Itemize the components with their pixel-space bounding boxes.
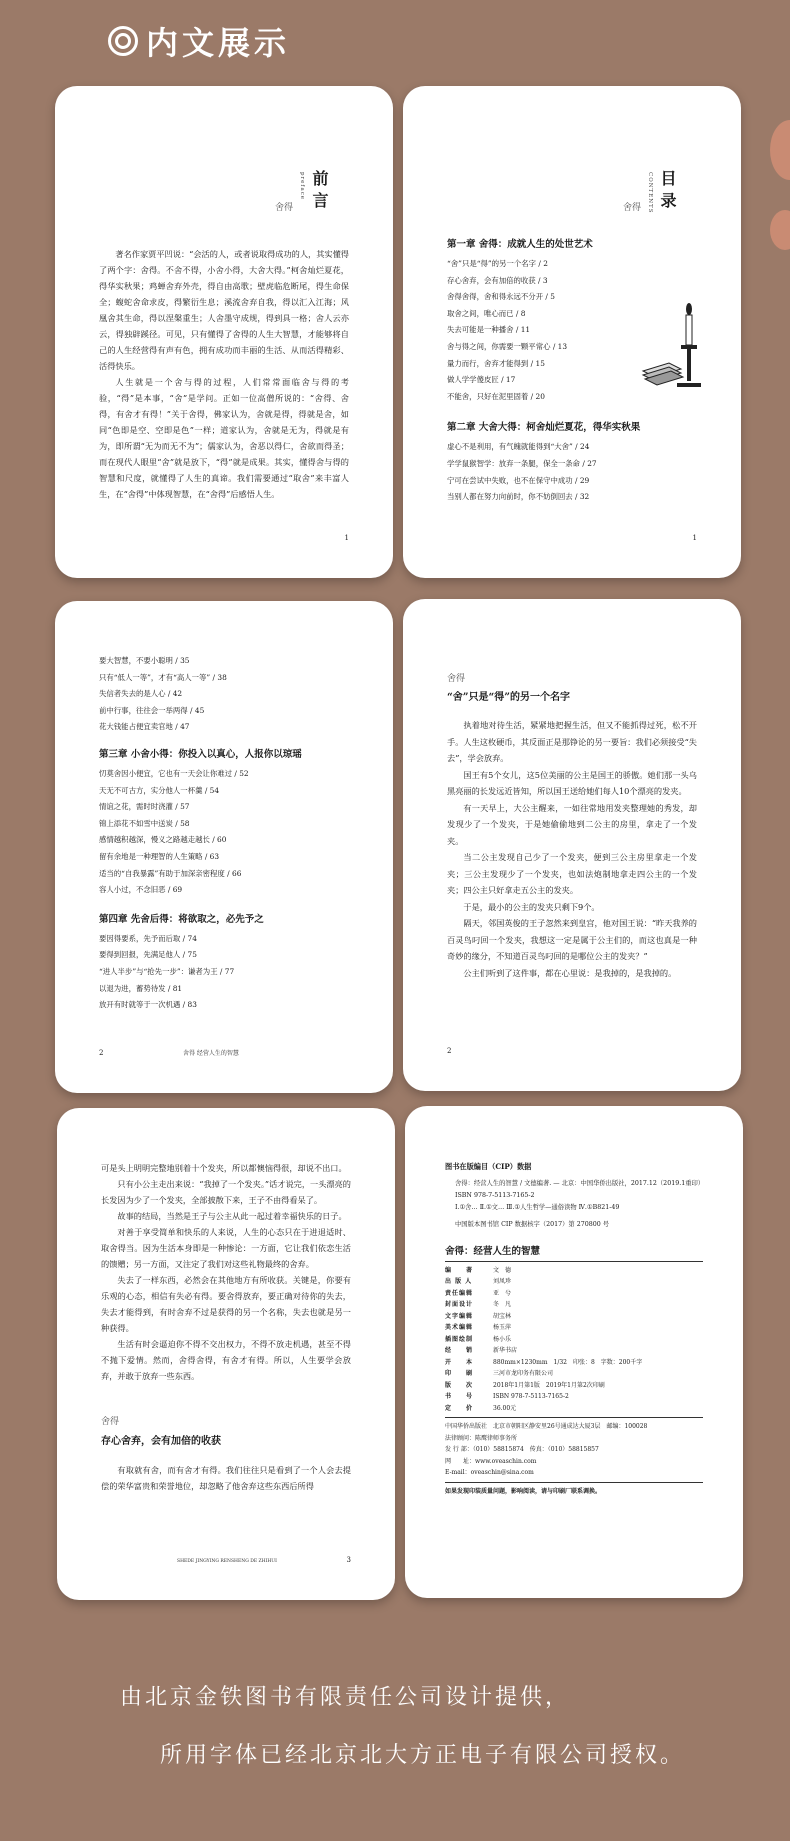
cip-line: 中国版本图书馆 CIP 数据核字（2017）第 270800 号 (455, 1220, 610, 1228)
toc-item[interactable]: 花大钱能占便宜卖官地 / 47 (99, 722, 190, 732)
brand-logo: 舍得 (447, 674, 466, 684)
cip-line: 舍得：经营人生的智慧 / 文德编著. — 北京：中国华侨出版社，2017.12（2019.1重印） (455, 1180, 705, 1187)
toc-item[interactable]: 要得到回报，先满足他人 / 75 (99, 950, 197, 960)
toc-item[interactable]: 舍与得之间，你需要一颗平常心 / 13 (447, 341, 568, 351)
page-number: 1 (344, 534, 349, 542)
divider (445, 1482, 703, 1483)
chapter-heading: 第二章 大舍大得：柯舍灿烂夏花，得华实秋果 (447, 422, 641, 434)
cip-line: ISBN 978-7-5113-7165-2 (455, 1192, 535, 1200)
paragraph: 国王有5个女儿，这5位美丽的公主是国王的骄傲。她们那一头乌黑亮丽的长发远近皆知，所以国王送给她们每人10个漂亮的发夹。 (447, 769, 697, 796)
article-page-1 (403, 599, 741, 1091)
page-number: 2 (99, 1049, 104, 1057)
article-page-2 (57, 1108, 395, 1600)
preface-body (99, 246, 349, 502)
toc-item[interactable]: 情谊之花，需时时浇灌 / 57 (99, 802, 190, 812)
double-circle-icon (108, 26, 138, 56)
page-number: 2 (447, 1047, 452, 1055)
section-title (108, 18, 290, 64)
toc-page-2 (55, 601, 393, 1093)
paragraph: 可是头上明明完整地别着十个发夹，所以都懊恼得很，却说不出口。 (101, 1163, 347, 1173)
toc-item[interactable]: 感情越积越深，慢义之路越走越长 / 60 (99, 835, 227, 845)
brand-logo: 舍得 (274, 203, 293, 213)
toc-item[interactable]: 虚心不是利用，有气魄就能得到“大舍” / 24 (447, 442, 590, 452)
running-footer: 舍得 经营人生的智慧 (183, 1050, 239, 1057)
credit-line-1: 由北京金铁图书有限责任公司设计提供， (120, 1685, 571, 1710)
toc-item[interactable]: 取舍之间，唯心而已 / 8 (447, 308, 526, 318)
toc-item[interactable]: 天无不可古方，实分他人一杯羹 / 54 (99, 785, 220, 795)
paragraph: 只有小公主走出来说：“我掉了一个发夹。”话才说完，一头漂亮的长发因为少了一个发夹，全部披散下来，王子不由得看呆了。 (101, 1179, 351, 1205)
decorative-blob (770, 210, 790, 250)
credit-line-2: 所用字体已经北京北大方正电子有限公司授权。 (160, 1743, 686, 1768)
publisher-info: 中国华侨出版社 北京市朝阳区静安里26号通成达大厦3层 邮编：100028 法律顾问：陈鹰律师事务所 发 行 部：（010）58815874 传真：（010）58815857 网 址：www.oveaschin.com E-mail：oveaschin@sina.com (445, 1423, 648, 1477)
toc-item[interactable]: 量力而行，舍弃才能得到 / 15 (447, 358, 545, 368)
paragraph: 于是，最小的公主的发夹只剩下9个。 (463, 901, 600, 912)
preface-page (55, 86, 393, 578)
chapter-heading: 第三章 小舍小得：你投入以真心，人报你以琼瑶 (99, 748, 302, 760)
article-title: “舍”只是“得”的另一个名字 (447, 692, 571, 703)
print-notice: 如果发现印装质量问题，影响阅读，请与印刷厂联系调换。 (445, 1487, 602, 1495)
toc-item[interactable]: 失信者失去的是人心 / 42 (99, 689, 183, 699)
toc-item[interactable]: 不能舍，只好在泥里固着 / 20 (447, 391, 545, 401)
toc-item[interactable]: 以退为进，蓄势待发 / 81 (99, 983, 183, 993)
article-body (447, 717, 697, 981)
toc-item[interactable]: 前中行事，往往会一举两得 / 45 (99, 705, 205, 715)
toc-item[interactable]: 只有“低人一等”，才有“高人一等” / 38 (99, 672, 227, 682)
book-title: 舍得：经营人生的智慧 (445, 1245, 541, 1257)
preface-subtitle: preface (299, 172, 305, 201)
paragraph: 有一天早上，大公主醒来，一如往常地用发夹整理她的秀发，却发现少了一个发夹，于是她偷偷地到二公主的房里，拿走了一个发夹。 (447, 802, 697, 846)
paragraph: 对善于享受简单和快乐的人来说，人生的心态只在于进退适时、取舍得当。因为生活本身即是一种惨论：一方面，它让我们依恋生活的馈赠；另一方面，又注定了我们对这些礼物最终的舍弃。 (101, 1227, 351, 1269)
toc-subtitle: CONTENTS (647, 172, 653, 214)
toc-item[interactable]: 容人小过，不念旧恶 / 69 (99, 885, 183, 895)
divider (445, 1261, 703, 1262)
toc-page-1 (403, 86, 741, 578)
page-number: 1 (692, 534, 697, 542)
toc-item[interactable]: 做人学学傻皮匠 / 17 (447, 375, 516, 385)
toc-item[interactable]: 要大智慧，不要小聪明 / 35 (99, 656, 190, 665)
article-subtitle: 存心舍弃，会有加倍的收获 (101, 1436, 221, 1447)
toc-item[interactable]: 当别人都在努力向前时，你不妨倒回去 / 32 (447, 492, 590, 502)
paragraph: 著名作家贾平凹说：“会活的人，或者说取得成功的人，其实懂得了两个字：舍得。不舍不得，小舍小得，大舍大得。”柯舍灿烂夏花，得华实秋果；鸡蝉舍弃外壳，得自由高歌；壁虎临危断尾，得生命保全；蝮蛇舍命求皮，得繁衍生息；溪流舍弃自我，得以汇入江海；风凰舍其生命，得以涅槃重生；人舍墨守成规，得到具一格；舍人云亦云，得独辟蹊径。可见，只有懂得了舍得的人生大智慧，才能够将自己的人生经营得有声有色，拥有成功而丰丽的生活、从而活得精彩、活得快乐。 (99, 249, 349, 371)
section-title-text: 内文展示 (146, 24, 291, 62)
cip-heading: 图书在版编目（CIP）数据 (445, 1162, 532, 1171)
preface-title: 前言 (310, 170, 329, 214)
brand-logo: 舍得 (101, 1417, 120, 1427)
paragraph: 公主们听到了这件事，都在心里说：是我掉的，是我掉的。 (463, 967, 677, 978)
chapter-heading: 第一章 舍得：成就人生的处世艺术 (447, 239, 593, 250)
toc-item[interactable]: 存心舍弃，会有加倍的收获 / 3 (447, 275, 548, 285)
paragraph: 故事的结局，当然是王子与公主从此一起过着幸福快乐的日子。 (117, 1211, 347, 1221)
toc-item[interactable]: 忉莫舍因小便宜，它也有一天会让你难过 / 52 (99, 768, 249, 778)
chapter-heading: 第四章 先舍后得：将欲取之，必先予之 (99, 913, 264, 925)
paragraph: 隔天，邻国英俊的王子忽然来到皇宫，他对国王说：“昨天我养的百灵鸟叼回一个发夹，我想这一定是属于公主们的，而这也真是一种奇妙的缘分，不知道百灵鸟叼回的是哪位公主的发夹？” (447, 918, 697, 961)
toc-item[interactable]: 要因得要系，先予而后取 / 74 (99, 933, 197, 943)
paragraph: 当二公主发现自己少了一个发夹，便到三公主房里拿走一个发夹；三公主发现少了一个发夹，也如法炮制地拿走四公主的一个发夹；四公主只好拿走五公主的发夹。 (447, 852, 697, 895)
credits-list: 编 著 文 德 出 版 人 刘凤珍 责任编辑 亚 兮 封面设计 冬 凡 文字编辑 胡宝林 美术编辑 杨玉萍 插图绘制 杨小乐 经 销 新华书店 开 本 880mm×1230mm 1/32 印张：8 字数：200千字 印 刷 三河市龙印务有限公司 版 次 2018年1月第1版 2019年1月第2次印刷 书 号 ISBN 978-7-5113-7165-2 定 价 36.00元 (445, 1266, 643, 1412)
toc-item[interactable]: 适当的“自我暴露”有助于加深亲密程度 / 66 (99, 868, 242, 878)
decorative-blob (770, 120, 790, 180)
toc-title: 目录 (658, 170, 677, 214)
divider (445, 1417, 703, 1418)
toc-item[interactable]: “进人半步”与“抢先一步”：谦者为王 / 77 (99, 966, 235, 976)
paragraph: 人生就是一个舍与得的过程，人们常常面临舍与得的考验，“得”是本事，“舍”是学问。正如一位高僧所说的：“舍得、舍得，有舍才有得！”关于舍得，佛家认为，舍就是得，得就是舍，如同“色即是空、空即是色”一样；道家认为，舍就是无为，得就是有为，即所谓“无为而无不为”；儒家认为，舍恶以得仁，舍欲而得圣；而在现代人眼里“舍”就是放下，“得”就是成果。其实，懂得舍与得的智慧和尺度，就懂得了人生的真谛。我们需要通过“取舍”来丰富人生，在“舍得”中体现智慧，在“舍得”后感悟人生。 (99, 377, 349, 499)
toc-item[interactable]: 舍得舍得，舍和得永远不分开 / 5 (447, 292, 555, 302)
article-body (101, 1160, 351, 1494)
toc-item[interactable]: 锦上添花不如雪中送炭 / 58 (99, 818, 190, 828)
toc-item[interactable]: 宁可在尝试中失败，也不在保守中成功 / 29 (447, 475, 590, 485)
toc-item[interactable]: 学学鼠猴智学：放弃一条腿，保全一条命 / 27 (447, 458, 597, 468)
toc-item[interactable]: 放开有时就等于一次机遇 / 83 (99, 1000, 197, 1010)
toc-item[interactable]: 留有余地是一种理智的人生策略 / 63 (99, 851, 220, 861)
page-number: 3 (346, 1556, 351, 1564)
paragraph: 失去了一样东西，必然会在其他地方有所收获。关键是，你要有乐观的心态，相信有失必有得。要舍得放弃，要正确对待你的失去，失去才能得到，有时舍弃不过是获得的另一个名称，失去也就是另一种获得。 (101, 1275, 351, 1333)
paragraph: 有取就有舍，而有舍才有得。我们往往只是看到了一个人会去提偿的荣华富贵和荣誉地位，却忽略了他舍弃这些东西后所得 (101, 1465, 351, 1491)
running-footer: SHEDE JINGYING RENSHENG DE ZHIHUI (177, 1559, 277, 1564)
brand-logo: 舍得 (622, 203, 641, 213)
toc-item[interactable]: 失去可能是一种播舍 / 11 (447, 325, 531, 335)
paragraph: 生活有时会逼迫你不得不交出权力，不得不放走机遇，甚至不得不抛下爱情。然而，舍得舍得，有舍才有得。所以，人生要学会放弃，并敢于放弃一些东西。 (101, 1339, 351, 1381)
cip-line: Ⅰ.①舍… Ⅱ.①文… Ⅲ.①人生哲学—通俗读物 Ⅳ.①B821-49 (455, 1204, 620, 1212)
toc-item[interactable]: “舍”只是“得”的另一个名字 / 2 (447, 259, 548, 268)
copyright-page (405, 1106, 743, 1598)
paragraph: 执着地对待生活，紧紧地把握生活，但又不能抓得过死，松不开手。人生这枚硬币，其反面正是那铮论的另一要旨：我们必须接受“失去”，学会放弃。 (447, 720, 697, 763)
